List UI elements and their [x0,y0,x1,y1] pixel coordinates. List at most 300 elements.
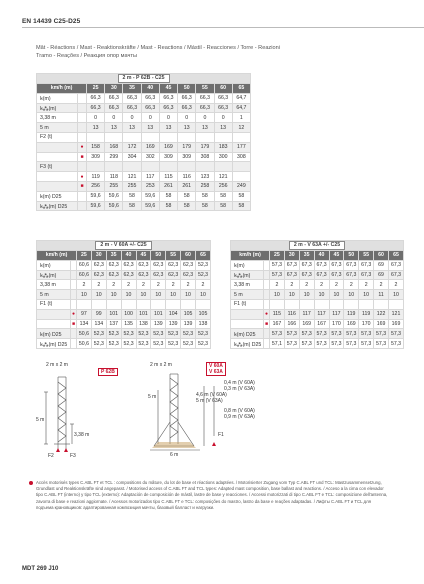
row-marker-icon [78,181,87,191]
table-row [231,329,404,339]
table-cell: 138 [196,319,211,329]
table-cell: 10 [314,290,329,300]
table-cell: 10 [91,290,106,300]
table-cell: 52,3 [91,329,106,339]
table-row [37,319,211,329]
row-label: 5 m [37,123,78,133]
table-cell: 256 [214,181,232,191]
mast-drawing-p62b [36,362,126,462]
table-cell [105,132,123,142]
table-cell: 62,3 [136,260,151,270]
table-cell [178,132,196,142]
table-cell: 308 [232,152,250,162]
table-row [231,309,404,319]
table-cell: 134 [91,319,106,329]
table-cell [196,132,214,142]
table-cell: 60,6 [77,260,92,270]
table-cell: 2 [314,280,329,290]
row-label [231,309,264,319]
table-cell: 10 [284,290,299,300]
header-divider [22,27,424,28]
table-cell: 101 [136,309,151,319]
row-marker-label: ● [80,144,84,151]
row-label: ꝃ⁂(m) [37,270,71,280]
row-label: ꝃ(m) [37,93,78,103]
reactions-table-v63a [230,240,404,349]
table-cell: 57,3 [344,329,359,339]
row-marker-label: ■ [71,320,76,327]
table-cell: 2 [284,280,299,290]
table-row [37,299,211,309]
table-cell: 57,3 [329,339,344,349]
table-cell [196,299,211,309]
footnote-text: Accès motorisés types C.ABL FT et TCL : compositions du mâture, du lot de base et réactions adaptées. / Motorisierter Zugang vom Typ C.ABL FT und TCL: Mastzusammensetzung, Grundlast und Reaktionskräfte sind angepasst. / Motorised access of C.ABL FT and TCL types: Adapted mast composition, base ballast and reactions. / Acceso a la cima con elevador tipo C.ABL FT (interno) y tipo TCL (externo): Adaptación de composición de mástil, lastre de base y reacciones. / Accessi motorizzati di tipo C.ABL FT e TCL: composizione dell'antenna, zavorra di base e reazioni aggiornate. / Acessos motorizados tipo C.ABL FT e TCL: composições do mastro, lastro da base e reações adaptadas. / Лифты C.ABL FT и TCL для подъема крановщиков: адаптированная композиция мачты, базовый балласт и нагрузки. [36,480,388,510]
table-cell: 58 [123,201,141,211]
column-header: 65 [196,251,211,261]
table-row [37,329,211,339]
column-header: 40 [121,251,136,261]
table-cell: 58 [214,201,232,211]
column-header: 45 [136,251,151,261]
row-marker-label: ■ [80,183,84,190]
table-cell: 62,3 [151,260,166,270]
table-cell [105,162,123,172]
table-cell: 59,6 [141,201,159,211]
row-marker-icon [78,132,87,142]
table-cell: 67,3 [299,270,314,280]
column-header: 50 [178,84,196,94]
table-cell: 121 [214,172,232,182]
table-cell: 0 [105,113,123,123]
row-marker-label: ● [80,173,84,180]
column-header: 60 [181,251,196,261]
table-cell: 10 [359,290,374,300]
column-header: 35 [123,84,141,94]
table-cell: 58 [178,201,196,211]
page-footer: MDT 269 J10 [22,566,59,572]
fig2-f1-label: F1 [218,432,224,438]
table-cell: 58 [159,201,177,211]
table-row [231,339,404,349]
table-cell: 134 [77,319,92,329]
table-cell: 2 [196,280,211,290]
table-cell: 50,6 [77,329,92,339]
row-label: ꝃ⁂(m) [37,103,78,113]
table-cell: 10 [389,290,404,300]
row-marker-icon [78,152,87,162]
table-cell: 139 [181,319,196,329]
table-cell: 57,3 [374,339,389,349]
table-cell: 169 [374,319,389,329]
row-label: F1 (t) [37,299,71,309]
column-header: 55 [196,84,214,94]
table-cell: 10 [77,290,92,300]
table-cell: 101 [106,309,121,319]
table-cell: 66,3 [159,93,177,103]
column-header: 40 [141,84,159,94]
table-cell: 57,3 [359,339,374,349]
table-cell [389,299,404,309]
table-row [37,142,251,152]
table-cell: 158 [87,142,105,152]
table-cell: 66,3 [105,93,123,103]
column-header: 35 [299,251,314,261]
table-cell: 52,3 [106,329,121,339]
table-cell: 58 [196,191,214,201]
table-cell: 116 [178,172,196,182]
table-cell: 67,3 [284,270,299,280]
table-cell [87,132,105,142]
table-cell: 62,3 [106,270,121,280]
column-header: 40 [314,251,329,261]
table-cell: 169 [299,319,314,329]
table-cell: 2 [389,280,404,290]
mast-diagram-v60a-v63a [130,362,280,462]
table-cell: 105 [181,309,196,319]
table-cell: 62,3 [121,260,136,270]
table-cell [106,299,121,309]
row-label: 3,38 m [231,280,264,290]
table-cell: 166 [284,319,299,329]
row-label: ꝃ(m) D25 [231,329,264,339]
table-cell: 261 [159,181,177,191]
table-cell: 69 [374,270,389,280]
column-header: 35 [106,251,121,261]
table-cell: 58 [214,191,232,201]
row-marker-icon [78,103,87,113]
row-marker-label: ■ [80,153,84,160]
table-cell [151,299,166,309]
table-cell: 62,3 [151,270,166,280]
mast-diagram-p62b [36,362,126,462]
table-cell [232,132,250,142]
table-row [37,152,251,162]
table-cell: 67,3 [359,270,374,280]
section-subtitle: Mât - Réactions / Mast - Reaktionskräfte / Mast - Reactions / Mástil - Reacciones / Torre - Reazioni Tramo - Reações / Реакция опор мачты [36,45,280,59]
row-marker-icon [78,162,87,172]
table-cell: 67,3 [344,260,359,270]
table-cell: 52,3 [106,339,121,349]
table-cell: 67,3 [314,270,329,280]
table-cell: 12 [232,123,250,133]
column-header: 45 [329,251,344,261]
table-cell [166,299,181,309]
table-cell: 57,3 [284,329,299,339]
table-cell: 57,1 [270,339,285,349]
table-cell: 258 [196,181,214,191]
fig1-height-dim: 5 m [36,417,45,423]
table-cell: 13 [87,123,105,133]
table-cell: 2 [136,280,151,290]
table-cell: 255 [105,181,123,191]
table-cell: 0 [123,113,141,123]
table-cell: 62,3 [91,270,106,280]
table-cell: 66,3 [196,93,214,103]
reactions-table-v60a [36,240,211,349]
table-cell: 100 [121,309,136,319]
table-cell: 2 [106,280,121,290]
table-cell: 58 [178,191,196,201]
table-caption [37,241,211,251]
table-cell: 66,3 [178,93,196,103]
column-header: 50 [151,251,166,261]
fig1-tie-dim: 3,38 m [74,432,90,438]
table-cell: 66,3 [123,103,141,113]
table-cell: 52,3 [91,339,106,349]
column-header: 30 [91,251,106,261]
table-cell: 177 [232,142,250,152]
table-row [37,181,251,191]
table-cell: 1 [232,113,250,123]
row-marker-icon [78,201,87,211]
fig2-height-dim: 5 m [148,394,157,400]
table-cell: 57,3 [270,260,285,270]
fig2-tag: V 60A V 63A [206,362,226,376]
table-cell: 67,3 [329,260,344,270]
column-header: 45 [159,84,177,94]
column-header: 30 [105,84,123,94]
table-cell [77,299,92,309]
table-cell: 52,3 [166,329,181,339]
table-cell: 67,3 [284,260,299,270]
table-cell: 52,3 [196,329,211,339]
table-cell: 2 [359,280,374,290]
table-cell: 139 [166,319,181,329]
table-cell: 309 [178,152,196,162]
table-caption [231,241,404,251]
table-cell: 50,6 [77,339,92,349]
table-row [231,319,404,329]
table-cell: 52,3 [181,339,196,349]
table-cell: 69 [374,260,389,270]
table-cell: 52,3 [196,270,211,280]
table-cell: 117 [299,309,314,319]
table-cell: 255 [123,181,141,191]
mast-drawing-v60a [130,362,280,462]
table-cell: 169 [344,319,359,329]
column-header: 60 [374,251,389,261]
table-cell: 66,3 [159,103,177,113]
row-marker-icon [78,172,87,182]
table-cell: 66,3 [87,93,105,103]
table-cell: 116 [284,309,299,319]
row-label: ꝃ(m) D25 [37,191,78,201]
table-cell: 13 [178,123,196,133]
table-row [37,309,211,319]
table-cell: 115 [270,309,285,319]
table-cell: 57,3 [389,329,404,339]
table-cell: 0 [178,113,196,123]
table-cell: 172 [123,142,141,152]
table-cell [214,132,232,142]
row-label: F3 (t) [37,162,78,172]
table-cell: 169 [159,142,177,152]
row-label: ꝃ(m) [231,260,264,270]
row-marker-label: ● [264,311,269,318]
table-cell: 2 [151,280,166,290]
row-label: ꝃ⁂(m) D25 [231,339,264,349]
table-row [231,270,404,280]
row-label: 5 m [37,290,71,300]
table-cell [232,162,250,172]
fig1-f2-label: F2 [48,453,54,459]
table-cell: 309 [159,152,177,162]
table-row [37,103,251,113]
table-cell: 57,3 [374,329,389,339]
fig2-load2: 0,8 m (V 60A) 0,9 m (V 63A) [224,408,255,420]
row-label: 5 m [231,290,264,300]
table-cell: 117 [141,172,159,182]
row-label: ꝃ(m) D25 [37,329,71,339]
table-cell [159,132,177,142]
column-header: 65 [389,251,404,261]
table-cell: 10 [136,290,151,300]
table-cell [270,299,285,309]
table-cell: 62,3 [136,270,151,280]
table-cell: 67,3 [359,260,374,270]
table-cell: 261 [178,181,196,191]
table-cell: 52,3 [121,339,136,349]
table-cell: 66,3 [141,103,159,113]
table-cell [136,299,151,309]
table-cell: 10 [181,290,196,300]
table-cell: 299 [105,152,123,162]
column-header: 25 [270,251,285,261]
table-cell: 66,3 [214,93,232,103]
table-cell: 52,3 [181,329,196,339]
fig1-f3-label: F3 [70,453,76,459]
table-cell: 57,3 [314,339,329,349]
table-cell: 57,3 [284,339,299,349]
table-cell [314,299,329,309]
table-row [37,113,251,123]
table-cell: 57,3 [299,329,314,339]
reactions-table-p62b [36,73,251,211]
table-cell: 58 [123,191,141,201]
table-cell: 58 [232,201,250,211]
table-cell [359,299,374,309]
table-cell [87,162,105,172]
table-cell: 10 [299,290,314,300]
table-cell: 249 [232,181,250,191]
table-cell: 0 [196,113,214,123]
table-cell: 13 [214,123,232,133]
fig2-top-dim: 2 m x 2 m [150,362,172,368]
table-cell: 2 [166,280,181,290]
table-cell: 52,3 [196,260,211,270]
row-label [231,319,264,329]
table-cell: 66,3 [87,103,105,113]
table-cell [214,162,232,172]
table-cell: 115 [159,172,177,182]
column-header: 55 [166,251,181,261]
note-bullet-icon [29,481,33,485]
table-cell: 57,3 [299,339,314,349]
column-header: 30 [284,251,299,261]
table-cell: 52,3 [151,329,166,339]
table-cell [374,299,389,309]
table-cell: 119 [344,309,359,319]
table-row [37,260,211,270]
row-marker-icon [78,113,87,123]
table-caption-label: 2 m - V 60A +/- C25 [95,241,151,250]
column-header: km/h (m) [37,84,87,94]
table-cell: 304 [123,152,141,162]
table-cell [159,162,177,172]
table-cell: 0 [159,113,177,123]
table-cell: 10 [106,290,121,300]
table-cell: 67,3 [389,270,404,280]
table-cell [329,299,344,309]
table-cell: 62,3 [166,270,181,280]
table-cell: 52,3 [151,339,166,349]
fig2-tie-dim: 4,6 m (V 60A) 5 m (V 63A) [196,392,227,404]
table-cell: 67,3 [329,270,344,280]
table-cell [91,299,106,309]
table-cell: 10 [121,290,136,300]
table-cell: 60,6 [77,270,92,280]
row-marker-icon [78,142,87,152]
table-cell: 59,6 [141,191,159,201]
table-cell: 2 [270,280,285,290]
page-header-title: EN 14439 C25-D25 [22,18,81,25]
table-cell: 13 [141,123,159,133]
table-cell: 2 [344,280,359,290]
table-cell: 57,3 [270,270,285,280]
table-cell: 52,3 [136,339,151,349]
table-cell: 135 [121,319,136,329]
table-cell: 0 [87,113,105,123]
table-cell: 2 [121,280,136,290]
table-cell: 119 [87,172,105,182]
table-cell: 11 [374,290,389,300]
table-cell: 119 [359,309,374,319]
column-header: 50 [344,251,359,261]
table-cell: 52,3 [121,329,136,339]
table-cell: 13 [159,123,177,133]
table-row [37,290,211,300]
row-marker-icon [78,191,87,201]
table-cell: 67,3 [344,270,359,280]
column-header: 25 [87,84,105,94]
table-cell: 66,3 [105,103,123,113]
table-cell: 0 [214,113,232,123]
table-row [37,132,251,142]
table-cell: 10 [196,290,211,300]
table-cell: 302 [141,152,159,162]
row-marker-icon [78,93,87,103]
table-row [37,172,251,182]
table-cell: 57,3 [344,339,359,349]
table-cell: 121 [389,309,404,319]
row-label: 3,38 m [37,113,78,123]
table-cell: 97 [77,309,92,319]
table-cell: 138 [136,319,151,329]
row-marker-icon [78,123,87,133]
table-cell: 2 [181,280,196,290]
row-label: ꝃ⁂(m) D25 [37,201,78,211]
table-cell: 67,3 [314,260,329,270]
row-label [37,309,71,319]
table-row [37,270,211,280]
table-cell: 66,3 [214,103,232,113]
table-cell: 58 [159,191,177,201]
table-cell: 2 [374,280,389,290]
table-cell: 59,6 [87,191,105,201]
table-cell: 2 [329,280,344,290]
table-cell: 2 [299,280,314,290]
table-cell: 117 [329,309,344,319]
